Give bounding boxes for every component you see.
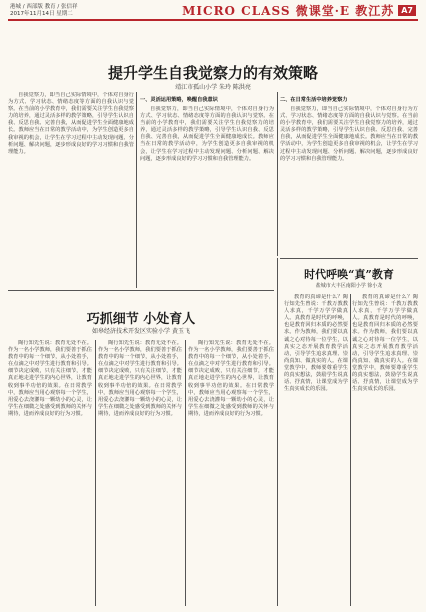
article3-col2 [352, 294, 418, 606]
article3-col1 [284, 294, 348, 606]
article1-subhead-1: 一、灵活运用策略，唤醒自我意识 [140, 97, 218, 103]
article1-body-end: 自我觉察力，即当自己实际情境中，个体对自身行为方式、学习状态、情绪态度等方面的自我认识与觉察。在当前的小学教育中，我们需要关注学生自我觉察力的培养，通过灵活多样的教学策略，引导学生认识自我、反思自我、完善自我，从而促进学生全面健康地成长。教师应当在日常的教学活动中，为学生创造更多自我审视的机会，让学生在学习过程中主动发现问题、分析问题、解决问题，逐步形成良好的学习习惯和自我管理能力。 [280, 106, 418, 162]
section-header [182, 2, 416, 19]
article3-title: 时代呼唤“真”教育 [304, 268, 394, 281]
article2-col2 [98, 340, 182, 606]
article2-col1 [8, 340, 92, 606]
article3-byline: 盐城市大丰区南阳小学 徐小龙 [315, 283, 383, 289]
page-number: A7 [398, 5, 416, 16]
article3-body-cont: 教育的真谛是什么？陶行知先生曾说：千教万教教人求真，千学万学学做真人。真教育是时代的呼唤，也是教育回归本质的必然要求。作为教师，我们要以真诚之心对待每一位学生，以真实之态开展教育教学活动，引导学生追求真理、崇尚真知、做真实的人。在课堂教学中，教师要尊重学生的真实想法，鼓励学生说真话、抒真情，让课堂成为学生真实成长的乐园。 [352, 294, 418, 393]
article2-title: 巧抓细节 小处育人 [86, 312, 196, 327]
article2-rule-1 [95, 340, 96, 606]
article3-inner-rule [350, 294, 351, 606]
article2-byline: 如皋经济技术开发区实验小学 黄玉飞 [92, 328, 190, 335]
article2-body-cont: 陶行知先生说：教育无处不在。作为一名小学教师，我们要善于抓住教育中的每一个细节，从小处着手，在点滴之中对学生进行教育和引导。细节决定成败，只有关注细节，才能真正地走进学生的内心世界，让教育收到事半功倍的效果。在日常教学中，教师应当用心观察每一个学生，用爱心去浇灌每一颗幼小的心灵，让学生在细微之处感受到教师的关怀与期待，进而养成良好的行为习惯。 [98, 340, 182, 417]
header-rule [8, 19, 418, 21]
column-rule-1 [136, 92, 137, 288]
page-header-info [10, 4, 77, 18]
article2-top-rule [8, 290, 274, 291]
article1-body: 自我觉察力，即当自己实际情境中，个体对自身行为方式、学习状态、情绪态度等方面的自我认识与觉察。在当前的小学教育中，我们需要关注学生自我觉察力的培养，通过灵活多样的教学策略，引导学生认识自我、反思自我、完善自我，从而促进学生全面健康地成长。教师应当在日常的教学活动中，为学生创造更多自我审视的机会，让学生在学习过程中主动发现问题、分析问题、解决问题，逐步形成良好的学习习惯和自我管理能力。 [8, 92, 134, 155]
paper-name: 港城 / 西部版 教育 / 张信祥 [10, 4, 78, 10]
article2-rule-2 [185, 340, 186, 606]
article3-top-rule [280, 258, 418, 259]
issue-date: 2017年11月14日 星期二 [10, 11, 73, 17]
article1-body-cont: 自我觉察力，即当自己实际情境中，个体对自身行为方式、学习状态、情绪态度等方面的自我认识与觉察。在当前的小学教育中，我们需要关注学生自我觉察力的培养，通过灵活多样的教学策略，引导学生认识自我、反思自我、完善自我，从而促进学生全面健康地成长。教师应当在日常的教学活动中，为学生创造更多自我审视的机会，让学生在学习过程中主动发现问题、分析问题、解决问题，逐步形成良好的学习习惯和自我管理能力。 [140, 106, 274, 162]
article2-body-end: 陶行知先生说：教育无处不在。作为一名小学教师，我们要善于抓住教育中的每一个细节，从小处着手，在点滴之中对学生进行教育和引导。细节决定成败，只有关注细节，才能真正地走进学生的内心世界，让教育收到事半功倍的效果。在日常教学中，教师应当用心观察每一个学生，用爱心去浇灌每一颗幼小的心灵，让学生在细微之处感受到教师的关怀与期待，进而养成良好的行为习惯。 [188, 340, 274, 417]
article2-col3 [188, 340, 274, 606]
article3-body: 教育的真谛是什么？陶行知先生曾说：千教万教教人求真，千学万学学做真人。真教育是时代的呼唤，也是教育回归本质的必然要求。作为教师，我们要以真诚之心对待每一位学生，以真实之态开展教育教学活动，引导学生追求真理、崇尚真知、做真实的人。在课堂教学中，教师要尊重学生的真实想法，鼓励学生说真话、抒真情，让课堂成为学生真实成长的乐园。 [284, 294, 348, 393]
article2-body: 陶行知先生说：教育无处不在。作为一名小学教师，我们要善于抓住教育中的每一个细节，从小处着手，在点滴之中对学生进行教育和引导。细节决定成败，只有关注细节，才能真正地走进学生的内心世界，让教育收到事半功倍的效果。在日常教学中，教师应当用心观察每一个学生，用爱心去浇灌每一颗幼小的心灵，让学生在细微之处感受到教师的关怀与期待，进而养成良好的行为习惯。 [8, 340, 92, 417]
article1-subhead-2: 二、在日常生活中培养觉察力 [280, 97, 348, 103]
column-rule-2 [277, 92, 278, 256]
column-rule-3 [277, 258, 278, 606]
column-title: MICRO CLASS 微课堂·E 教江苏 [182, 4, 395, 18]
article1-byline: 靖江市孤山小学 朱玲 陈洪亮 [175, 84, 251, 91]
article1-col3 [280, 106, 418, 256]
article1-title: 提升学生自我觉察力的有效策略 [107, 64, 318, 82]
